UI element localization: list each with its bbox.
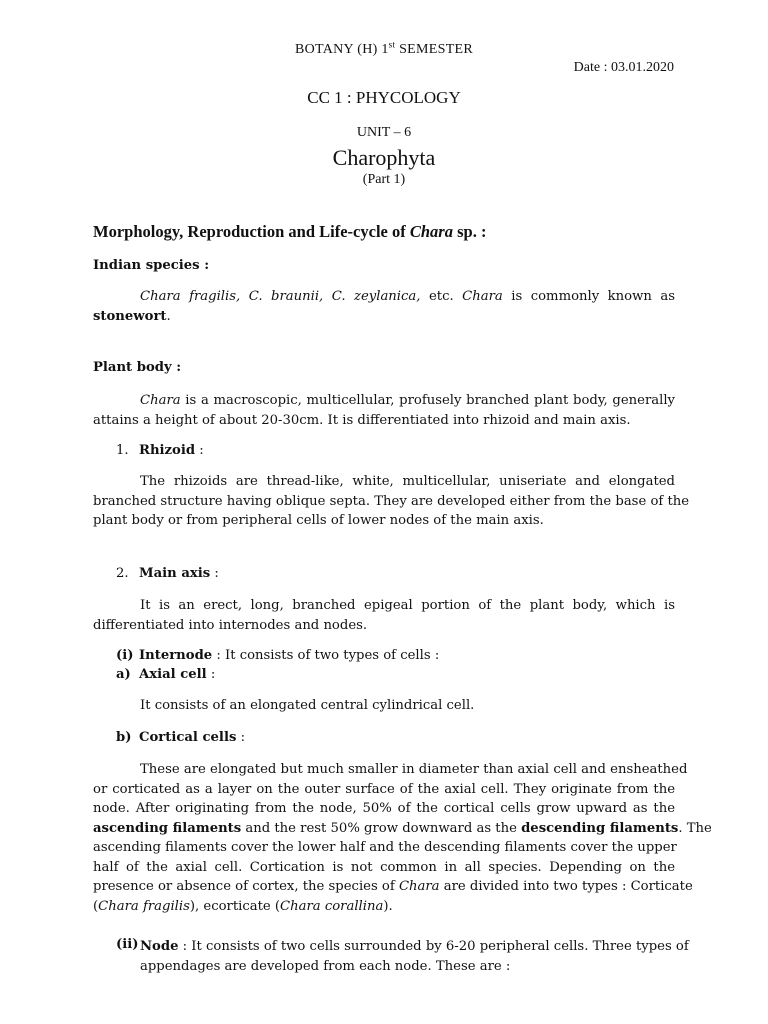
- plant-body-paragraph: Chara is a macroscopic, multicellular, profusely branched plant body, generally attains a height of about 20-30cm. It is differentiated into rhizoid and main axis.: [93, 393, 675, 428]
- rhizoid-number: 1.: [116, 443, 129, 458]
- indian-species-label: Indian species :: [93, 258, 210, 273]
- indian-species-paragraph: Chara fragilis, C. braunii, C. zeylanica, etc. Chara is commonly known as stonewort.: [93, 289, 675, 324]
- page-title: Charophyta: [332, 145, 436, 170]
- cortical-paragraph: These are elongated but much smaller in diameter than axial cell and ensheathed or corticated as a layer on the outer surface of the axial cell. They originate from the node. After originating from the node, 50% of the cortical cells grow upward as the ascending filaments and the rest 50% grow downward as the descending filaments. The ascending filaments cover the lower half and the descending filaments cover the upper half of the axial cell. Cortication is not common in all species. Depending on the presence or absence of cortex, the species of Chara are divided into two types : Corticate (Chara fragilis), ecorticate (Chara corallina).: [93, 762, 712, 914]
- axial-number: a): [116, 667, 131, 682]
- node-paragraph: Node : It consists of two cells surrounded by 6-20 peripheral cells. Three types of appendages are developed from each node. These are :: [140, 939, 689, 974]
- axial-heading: Axial cell :: [139, 667, 216, 682]
- main-axis-paragraph: It is an erect, long, branched epigeal portion of the plant body, which is differentiated into internodes and nodes.: [93, 598, 675, 633]
- main-axis-number: 2.: [116, 566, 129, 581]
- rhizoid-heading: Rhizoid :: [139, 443, 204, 458]
- paper-title: CC 1 : PHYCOLOGY: [307, 88, 461, 107]
- unit-label: UNIT – 6: [356, 125, 412, 140]
- main-axis-heading: Main axis :: [139, 566, 219, 581]
- date: Date : 03.01.2020: [573, 60, 674, 75]
- part-label: (Part 1): [362, 172, 406, 187]
- cortical-heading: Cortical cells :: [139, 730, 246, 745]
- cortical-number: b): [116, 730, 132, 745]
- rhizoid-paragraph: The rhizoids are thread-like, white, multicellular, uniseriate and elongated branched structure having oblique septa. They are developed either from the base of the plant body or from peripheral cells of lower nodes of the main axis.: [93, 474, 690, 528]
- plant-body-label: Plant body :: [93, 360, 182, 375]
- section-heading: Morphology, Reproduction and Life-cycle of Chara sp. :: [93, 222, 487, 241]
- internode-heading: Internode : It consists of two types of cells :: [139, 648, 440, 663]
- internode-number: (i): [116, 648, 134, 663]
- course-title: BOTANY (H) 1st SEMESTER: [294, 39, 474, 57]
- node-number: (ii): [116, 937, 139, 952]
- axial-text: It consists of an elongated central cylindrical cell.: [140, 698, 475, 713]
